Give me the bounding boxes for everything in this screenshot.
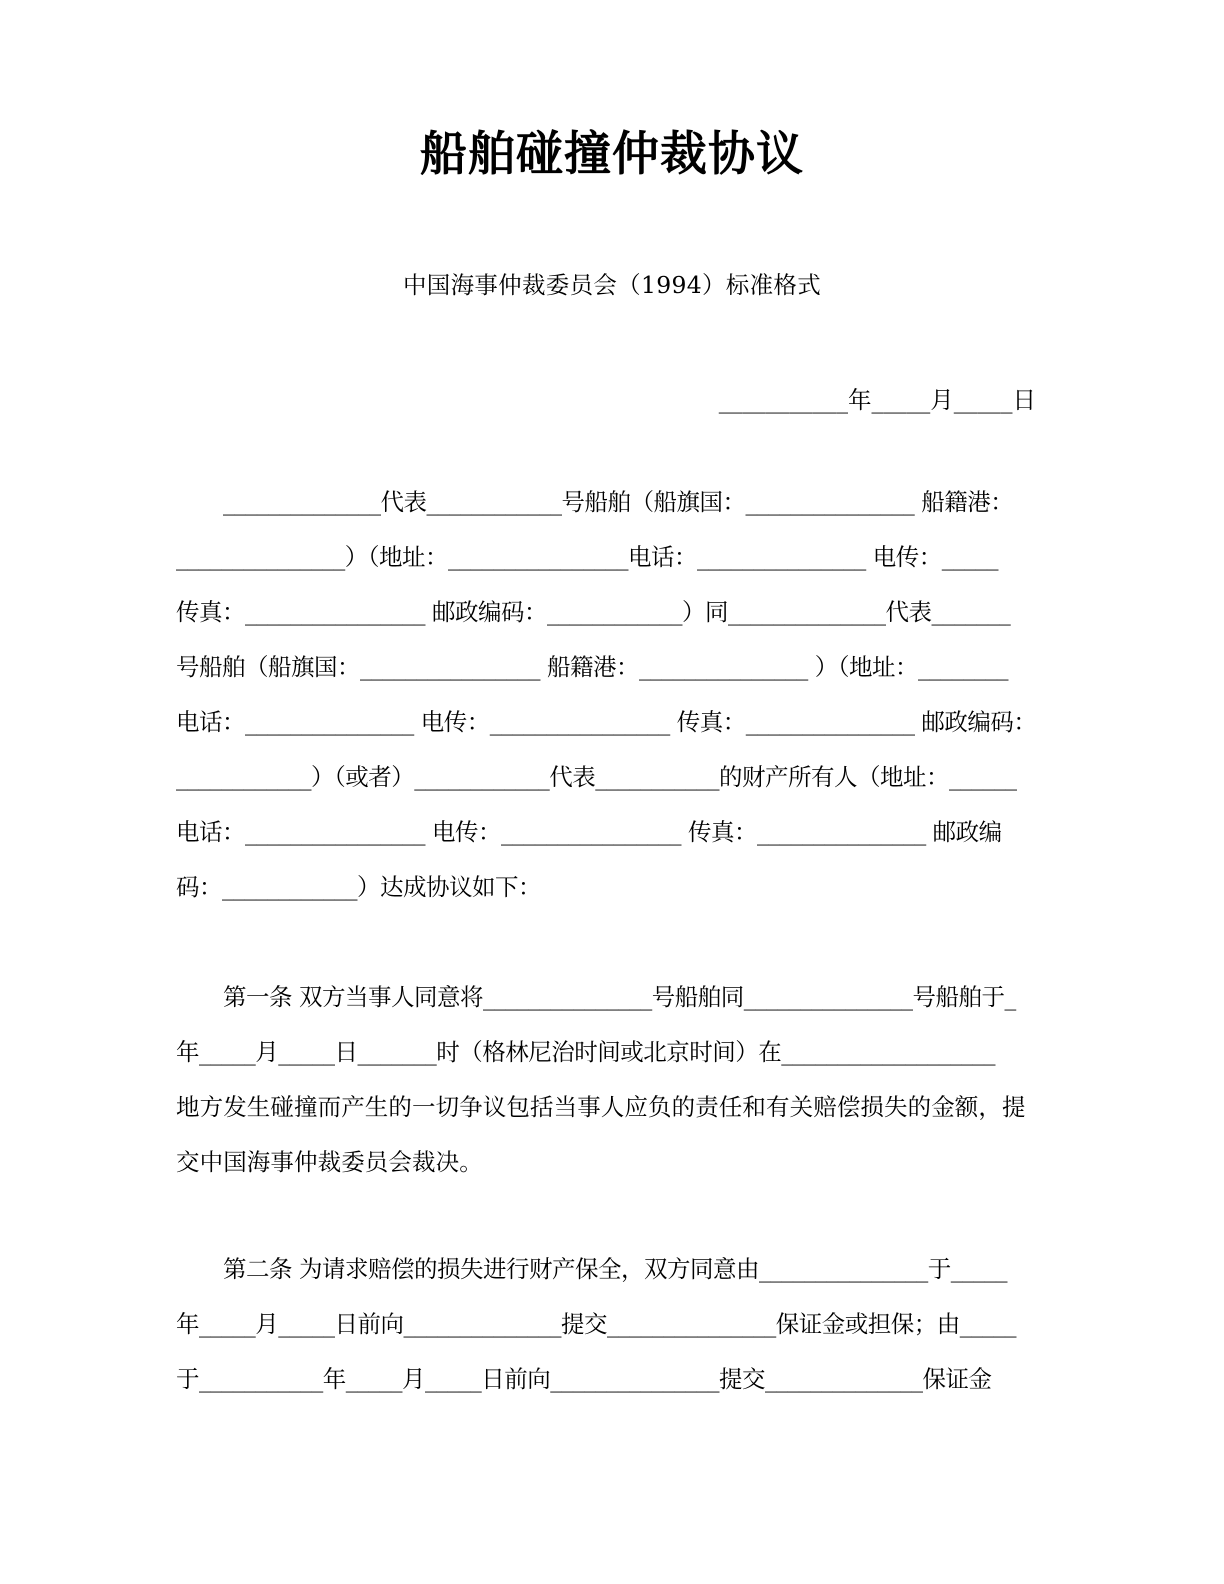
- parties-line: _______________）（地址：________________电话：_______________ 电传：_____: [176, 542, 998, 571]
- article-one-line: 地方发生碰撞而产生的一切争议包括当事人应负的责任和有关赔偿损失的金额，提: [176, 1092, 1026, 1121]
- paragraph-spacer: [176, 915, 1048, 970]
- parties-block: [176, 418, 1048, 915]
- article-one-line: 交中国海事仲裁委员会裁决。: [176, 1147, 483, 1176]
- article-two-line: 年_____月_____日前向______________提交_______________保证金或担保；由_____: [176, 1309, 1016, 1338]
- article-two-block: [176, 1242, 1048, 1407]
- parties-line: 码：____________）达成协议如下：: [176, 872, 541, 901]
- paragraph-spacer: [176, 1190, 1048, 1242]
- parties-line: 电话：_______________ 电传：________________ 传真：_______________ 邮政编码：: [176, 707, 1037, 736]
- article-one-block: [176, 970, 1048, 1190]
- parties-line: 号船舶（船旗国：________________ 船籍港：_______________ ）（地址：________: [176, 652, 1008, 681]
- article-one-line: 年_____月_____日_______时（格林尼治时间或北京时间）在___________________: [176, 1037, 995, 1066]
- parties-line: 传真：________________ 邮政编码：____________）同______________代表_______: [176, 597, 1011, 626]
- page-title: 船舶碰撞仲裁协议: [420, 127, 804, 182]
- parties-line: ______________代表____________号船舶（船旗国：_______________ 船籍港：: [223, 487, 1014, 516]
- article-two-line: 第二条 为请求赔偿的损失进行财产保全，双方同意由_______________于_____: [223, 1254, 1007, 1283]
- document-subtitle: 中国海事仲裁委员会（1994）标准格式: [402, 271, 821, 300]
- article-one-line: 第一条 双方当事人同意将_______________号船舶同_______________号船舶于_: [223, 982, 1016, 1011]
- article-two-line: 于___________年_____月_____日前向_______________提交______________保证金: [176, 1364, 992, 1393]
- parties-line: 电话：________________ 电传：________________ 传真：_______________ 邮政编: [176, 817, 1002, 846]
- date-blank-line: ___________年_____月_____日: [718, 385, 1036, 414]
- parties-line: ____________）（或者）____________代表___________的财产所有人（地址：______: [176, 762, 1017, 791]
